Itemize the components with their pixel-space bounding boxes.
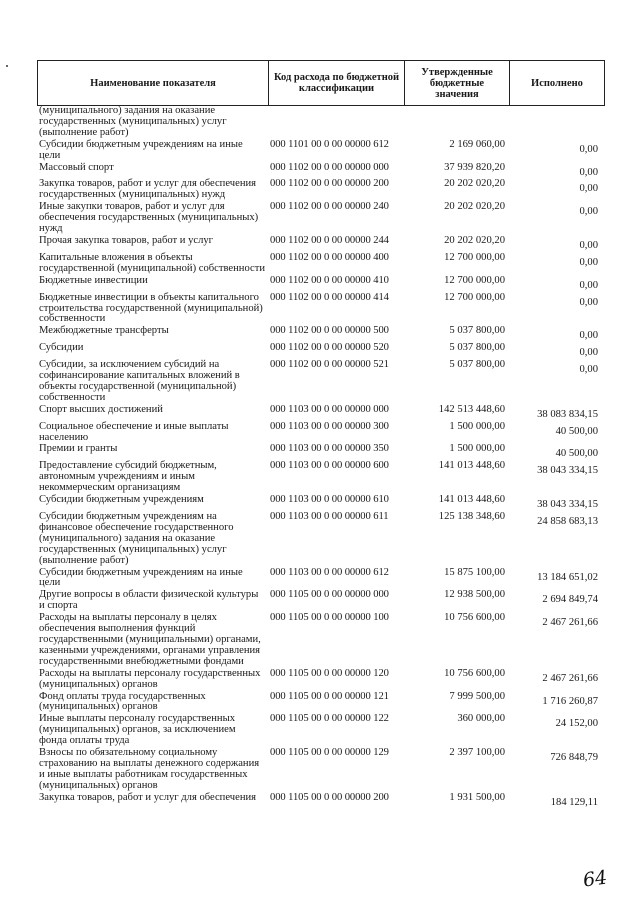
- row-code: 000 1105 00 0 00 00000 200: [270, 791, 389, 803]
- row-name: Субсидии бюджетным учреждениям на иные цели: [39, 138, 243, 161]
- table-row: [37, 714, 604, 748]
- table-row: [37, 276, 604, 293]
- row-name: Субсидии бюджетным учреждениям: [39, 494, 204, 506]
- table-row: [37, 326, 604, 343]
- row-approved: 12 938 500,00: [444, 589, 505, 601]
- row-code: 000 1103 00 0 00 00000 612: [270, 566, 389, 578]
- table-row: [37, 512, 604, 568]
- row-code: [268, 106, 404, 140]
- row-done-value: 0,00: [579, 296, 598, 308]
- row-name: Премии и гранты: [39, 443, 118, 455]
- table-row: [37, 422, 604, 445]
- row-code: 000 1102 00 0 00 00000 520: [270, 342, 389, 354]
- row-done: [509, 692, 604, 715]
- row-name: Расходы на выплаты персоналу государственных (муниципальных) органов: [39, 667, 261, 690]
- row-code: 000 1102 00 0 00 00000 244: [270, 234, 389, 246]
- row-code: 000 1105 00 0 00 00000 121: [270, 690, 389, 702]
- row-approved: 10 756 600,00: [444, 667, 505, 679]
- row-approved: 37 939 820,20: [444, 161, 505, 173]
- row-done-value: 24 858 683,13: [537, 516, 598, 527]
- row-name: Спорт высших достижений: [39, 403, 163, 415]
- table-row: [37, 748, 604, 793]
- row-code: 000 1102 00 0 00 00000 521: [270, 359, 389, 371]
- header-done: Исполнено: [510, 61, 605, 106]
- row-name: Расходы на выплаты персоналу в целях обеспечения выполнения функций государственными (муниципальными) органами, казенными учреждениями, органами управления государственными внебюджетными фондами: [39, 612, 261, 667]
- table-row: [37, 343, 604, 360]
- row-done: [509, 422, 604, 445]
- row-approved: 7 999 500,00: [449, 690, 505, 702]
- row-done-value: 0,00: [579, 279, 598, 291]
- row-name: Фонд оплаты труда государственных (муниципальных) органов: [39, 690, 206, 713]
- table-row: [37, 106, 604, 140]
- table-header: [37, 60, 605, 106]
- row-done-value: [511, 106, 598, 111]
- row-approved: 20 202 020,20: [444, 201, 505, 213]
- row-name: Иные выплаты персоналу государственных (муниципальных) органов, за исключением фонда оплаты труда: [39, 713, 236, 747]
- row-code: 000 1101 00 0 00 00000 612: [270, 138, 389, 150]
- row-done: [509, 293, 604, 327]
- row-approved: 12 700 000,00: [444, 274, 505, 286]
- row-done: [509, 495, 604, 512]
- table-row: [37, 613, 604, 669]
- table-row: [37, 360, 604, 405]
- row-name: Предоставление субсидий бюджетным, автономным учреждениям и иным некоммерческим организациям: [39, 460, 217, 494]
- row-done-value: 0,00: [579, 239, 598, 251]
- row-code: 000 1103 00 0 00 00000 350: [270, 443, 389, 455]
- table-row: [37, 293, 604, 327]
- row-done: [509, 405, 604, 422]
- row-code: 000 1103 00 0 00 00000 611: [270, 511, 389, 522]
- row-name: Субсидии: [39, 342, 84, 354]
- row-done-value: 38 043 334,15: [537, 499, 598, 511]
- row-name: Прочая закупка товаров, работ и услуг: [39, 234, 214, 246]
- row-approved: 2 397 100,00: [449, 747, 505, 759]
- row-done: [509, 613, 604, 669]
- row-approved: [404, 106, 509, 140]
- row-code: 000 1102 00 0 00 00000 200: [270, 178, 389, 190]
- row-name: Иные закупки товаров, работ и услуг для обеспечения государственных (муниципальных) нужд: [39, 201, 259, 235]
- table-row: [37, 444, 604, 461]
- row-done-value: 38 083 834,15: [537, 408, 598, 420]
- row-done-value: 2 467 261,66: [542, 617, 598, 629]
- row-done-value: 0,00: [579, 206, 598, 218]
- row-done: [509, 253, 604, 276]
- row-done-value: 0,00: [579, 143, 598, 155]
- row-code: 000 1102 00 0 00 00000 410: [270, 274, 389, 286]
- row-name: Закупка товаров, работ и услуг для обеспечения государственных (муниципальных) нужд: [39, 178, 257, 201]
- row-done: [509, 512, 604, 568]
- row-approved: 12 700 000,00: [444, 251, 505, 263]
- budget-table: [37, 106, 604, 810]
- table-row: [37, 236, 604, 253]
- row-code: 000 1102 00 0 00 00000 000: [270, 161, 389, 173]
- table-row: [37, 590, 604, 613]
- row-name: Другие вопросы в области физической культуры и спорта: [39, 589, 259, 612]
- row-done: [509, 236, 604, 253]
- row-approved: 5 037 800,00: [449, 359, 505, 371]
- row-done: [509, 748, 604, 793]
- row-done: [509, 461, 604, 495]
- row-done-value: 40 500,00: [555, 448, 598, 460]
- row-done: [509, 568, 604, 591]
- row-done: [509, 276, 604, 293]
- row-code: 000 1103 00 0 00 00000 300: [270, 420, 389, 432]
- row-name: Бюджетные инвестиции в объекты капитального строительства государственной (муниципальной) собственности: [39, 291, 263, 325]
- header-code: Код расхода по бюджетной классификации: [269, 61, 405, 106]
- row-approved: 141 013 448,60: [438, 460, 505, 472]
- row-name: Массовый спорт: [39, 161, 114, 173]
- row-approved: 1 500 000,00: [449, 443, 505, 455]
- row-approved: 141 013 448,60: [438, 494, 505, 506]
- row-code: 000 1105 00 0 00 00000 100: [270, 612, 389, 624]
- row-done: [509, 793, 604, 810]
- row-name: Межбюджетные трансферты: [39, 325, 169, 337]
- row-done-value: 40 500,00: [555, 425, 598, 437]
- row-approved: 125 138 348,60: [438, 511, 505, 522]
- row-code: 000 1102 00 0 00 00000 400: [270, 251, 389, 263]
- row-done-value: 0,00: [579, 347, 598, 359]
- table-row: [37, 163, 604, 180]
- row-done-value: 1 716 260,87: [542, 695, 598, 707]
- row-done-value: 2 467 261,66: [542, 672, 598, 684]
- row-done: [509, 140, 604, 163]
- table-row: [37, 405, 604, 422]
- table-row: [37, 253, 604, 276]
- row-code: 000 1105 00 0 00 00000 000: [270, 589, 389, 601]
- table-row: [37, 692, 604, 715]
- row-done: [509, 343, 604, 360]
- row-code: 000 1102 00 0 00 00000 500: [270, 325, 389, 337]
- row-approved: 5 037 800,00: [449, 342, 505, 354]
- row-done-value: 726 848,79: [550, 752, 598, 764]
- row-approved: 1 500 000,00: [449, 420, 505, 432]
- row-name: (муниципального) задания на оказание государственных (муниципальных) услуг (выполнение работ): [39, 105, 227, 138]
- row-name: Бюджетные инвестиции: [39, 274, 148, 286]
- row-done-value: 0,00: [579, 256, 598, 268]
- row-name: Взносы по обязательному социальному страхованию на выплаты денежного содержания и иные выплаты работникам государственных (муниципальных) органов: [39, 747, 260, 791]
- table-row: [37, 793, 604, 810]
- row-approved: 20 202 020,20: [444, 234, 505, 246]
- row-code: 000 1102 00 0 00 00000 414: [270, 291, 389, 303]
- row-approved: 5 037 800,00: [449, 325, 505, 337]
- row-name: Субсидии, за исключением субсидий на софинансирование капитальных вложений в объекты государственной (муниципальной) собственности: [39, 359, 240, 403]
- row-name: Социальное обеспечение и иные выплаты населению: [39, 420, 229, 443]
- row-code: 000 1105 00 0 00 00000 120: [270, 667, 389, 679]
- page-number: 64: [581, 866, 609, 892]
- row-name: Субсидии бюджетным учреждениям на финансовое обеспечение государственного (муниципального) задания на оказание государственных (муниципальных) услуг (выполнение работ): [39, 511, 234, 566]
- row-done-value: 13 184 651,02: [537, 571, 598, 583]
- table-row: [37, 202, 604, 236]
- table-row: [37, 568, 604, 591]
- table-row: [37, 461, 604, 495]
- row-done: [509, 179, 604, 202]
- row-approved: 12 700 000,00: [444, 291, 505, 303]
- row-done-value: 0,00: [579, 166, 598, 178]
- table-row: [37, 179, 604, 202]
- row-done: [509, 669, 604, 692]
- header-name: Наименование показателя: [38, 61, 269, 106]
- row-done-value: 2 694 849,74: [542, 594, 598, 606]
- row-code: 000 1105 00 0 00 00000 122: [270, 713, 389, 725]
- row-approved: 1 931 500,00: [449, 791, 505, 803]
- row-done: [509, 202, 604, 236]
- row-done-value: 0,00: [579, 183, 598, 195]
- row-code: 000 1105 00 0 00 00000 129: [270, 747, 389, 759]
- scan-speck: [6, 65, 8, 67]
- row-name: Закупка товаров, работ и услуг для обеспечения: [39, 791, 257, 803]
- row-done-value: 0,00: [579, 330, 598, 342]
- row-done-value: 38 043 334,15: [537, 465, 598, 477]
- table-row: [37, 140, 604, 163]
- row-done-value: 24 152,00: [555, 718, 598, 730]
- row-code: 000 1102 00 0 00 00000 240: [270, 201, 389, 213]
- row-approved: 10 756 600,00: [444, 612, 505, 624]
- row-done: [509, 106, 604, 140]
- table-row: [37, 495, 604, 512]
- row-code: 000 1103 00 0 00 00000 600: [270, 460, 389, 472]
- row-approved: 20 202 020,20: [444, 178, 505, 190]
- table-row: [37, 669, 604, 692]
- row-done: [509, 444, 604, 461]
- row-done: [509, 714, 604, 748]
- header-approved: Утвержденные бюджетные значения: [405, 61, 510, 106]
- row-approved: 15 875 100,00: [444, 566, 505, 578]
- row-done-value: 0,00: [579, 364, 598, 376]
- row-done: [509, 590, 604, 613]
- row-done: [509, 326, 604, 343]
- row-name: Субсидии бюджетным учреждениям на иные цели: [39, 566, 243, 589]
- row-approved: 2 169 060,00: [449, 138, 505, 150]
- row-approved: 142 513 448,60: [438, 403, 505, 415]
- row-done: [509, 360, 604, 405]
- row-done: [509, 163, 604, 180]
- row-code: 000 1103 00 0 00 00000 000: [270, 403, 389, 415]
- row-code: 000 1103 00 0 00 00000 610: [270, 494, 389, 506]
- row-approved: 360 000,00: [457, 713, 505, 725]
- row-done-value: 184 129,11: [550, 796, 598, 808]
- row-name: Капитальные вложения в объекты государственной (муниципальной) собственности: [39, 251, 266, 274]
